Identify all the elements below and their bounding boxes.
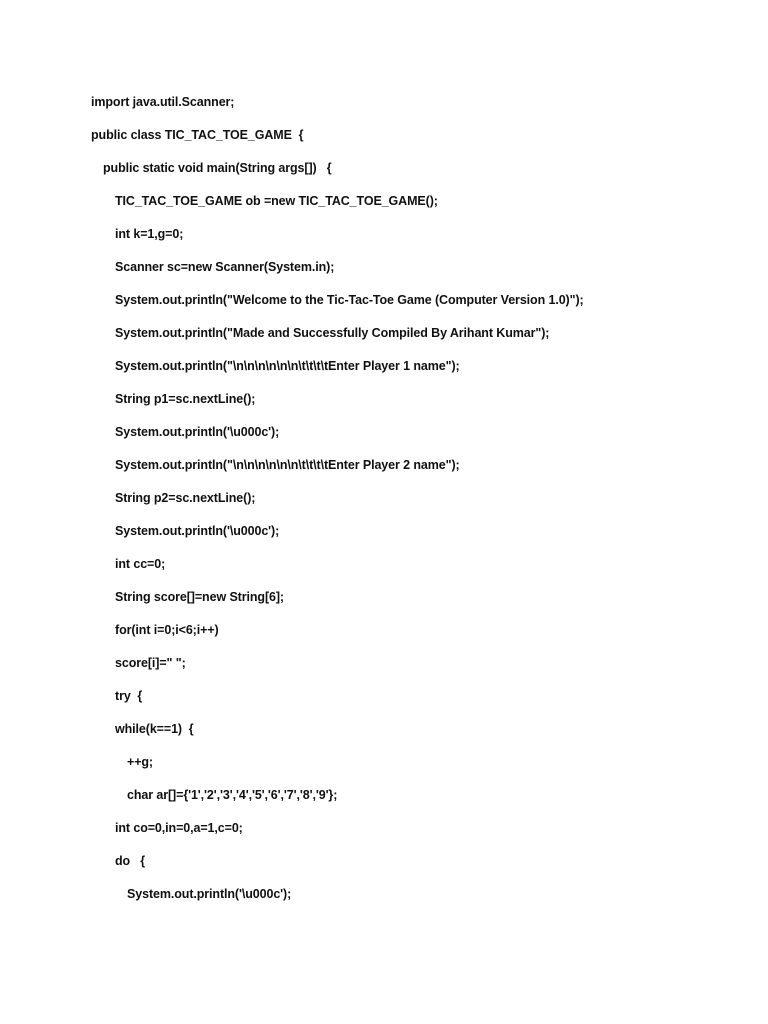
code-line: import java.util.Scanner; xyxy=(91,95,235,109)
code-line: score[i]=" "; xyxy=(115,656,186,670)
code-line: System.out.println("\n\n\n\n\n\n\t\t\t\tEnter Player 2 name"); xyxy=(115,458,460,472)
code-line: String p1=sc.nextLine(); xyxy=(115,392,256,406)
code-line: do { xyxy=(115,854,145,868)
code-line: for(int i=0;i<6;i++) xyxy=(115,623,219,637)
code-line: public static void main(String args[]) { xyxy=(103,161,332,175)
code-line: System.out.println("Made and Successfully Compiled By Arihant Kumar"); xyxy=(115,326,550,340)
code-line: System.out.println('\u000c'); xyxy=(127,887,292,901)
code-line: System.out.println("\n\n\n\n\n\n\t\t\t\tEnter Player 1 name"); xyxy=(115,359,460,373)
code-line: System.out.println('\u000c'); xyxy=(115,524,280,538)
code-line: TIC_TAC_TOE_GAME ob =new TIC_TAC_TOE_GAME(); xyxy=(115,194,438,208)
code-line: int k=1,g=0; xyxy=(115,227,184,241)
code-line: System.out.println('\u000c'); xyxy=(115,425,280,439)
code-line: System.out.println("Welcome to the Tic-Tac-Toe Game (Computer Version 1.0)"); xyxy=(115,293,584,307)
code-line: ++g; xyxy=(127,755,153,769)
code-line: Scanner sc=new Scanner(System.in); xyxy=(115,260,335,274)
code-line: while(k==1) { xyxy=(115,722,194,736)
code-line: int co=0,in=0,a=1,c=0; xyxy=(115,821,243,835)
code-line: String p2=sc.nextLine(); xyxy=(115,491,256,505)
code-line: String score[]=new String[6]; xyxy=(115,590,284,604)
code-line: int cc=0; xyxy=(115,557,166,571)
code-line: char ar[]={'1','2','3','4','5','6','7','8','9'}; xyxy=(127,788,338,802)
code-line: try { xyxy=(115,689,143,703)
code-line: public class TIC_TAC_TOE_GAME { xyxy=(91,128,304,142)
